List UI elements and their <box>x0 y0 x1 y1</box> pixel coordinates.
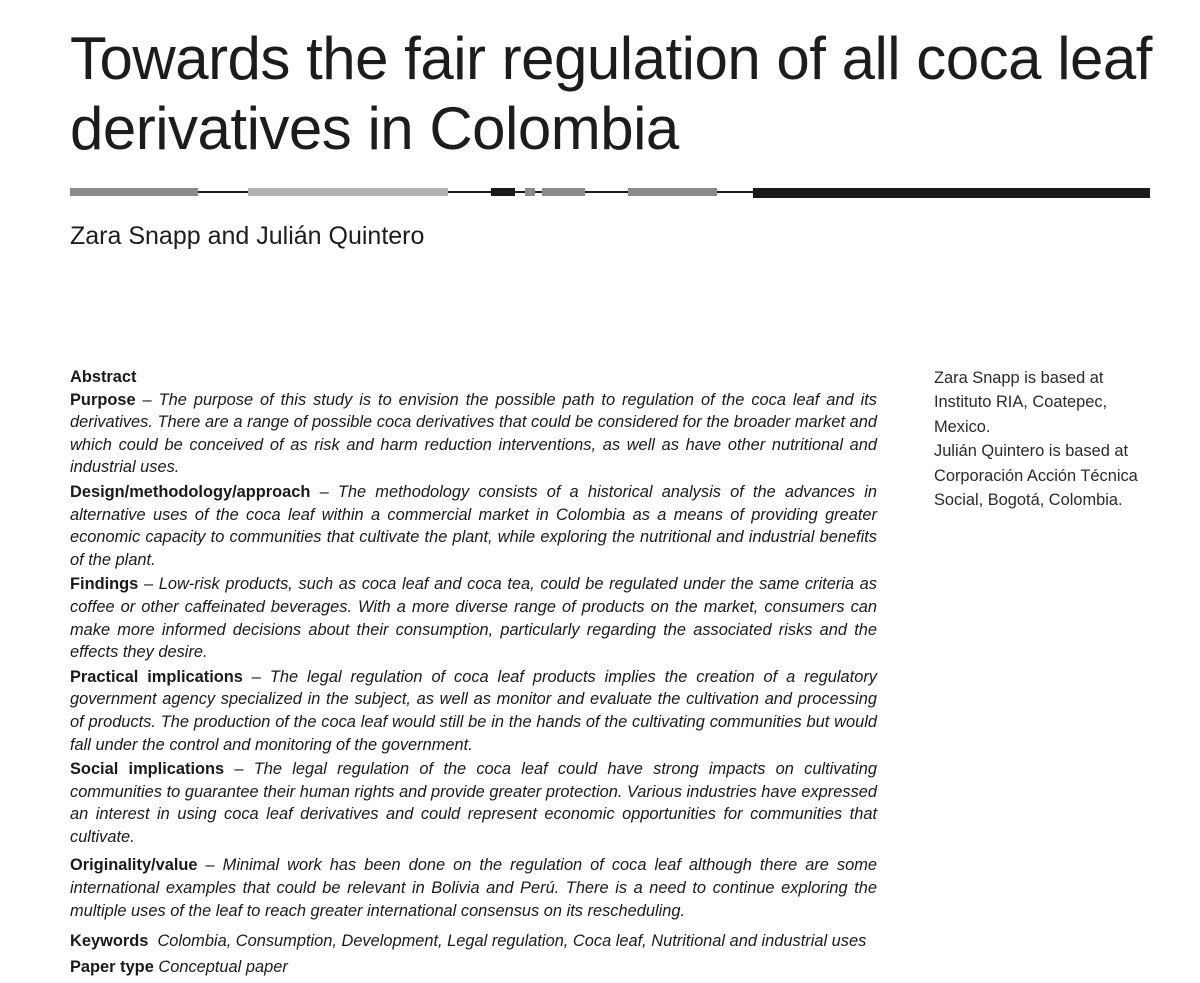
rule-segment <box>542 188 585 196</box>
abstract-section-text: The methodology consists of a historical analysis of the advances in alternative uses of the coca leaf within a commercial market in Colombia as a means of providing greater economic capacity to communities that cultivate the plant, while exploring the nutritional and industrial benefits of the plant. <box>70 482 877 569</box>
rule-segment <box>248 188 448 196</box>
abstract-findings <box>70 573 877 663</box>
paper-type-line <box>70 956 877 979</box>
abstract-section-text: The purpose of this study is to envision the possible path to regulation of the coca leaf and its derivatives. There are a range of possible coca derivatives that could be considered for the broader market and which could be conceived of as risk and harm reduction interventions, as well as have other nutritional and industrial uses. <box>70 390 877 477</box>
keywords-text: Colombia, Consumption, Development, Legal regulation, Coca leaf, Nutritional and industrial uses <box>157 932 867 951</box>
abstract-dash: – <box>197 856 223 875</box>
paper-type-label: Paper type <box>70 957 154 976</box>
abstract-section-text: The legal regulation of the coca leaf could have strong impacts on cultivating communities to guarantee their human rights and provide greater protection. Various industries have expressed an interest in using coca leaf derivatives and could represent economic opportunities for communities that cultivate. <box>70 760 878 846</box>
abstract-dash: – <box>135 390 159 409</box>
abstract-purpose <box>70 389 877 479</box>
paper-type-text: Conceptual paper <box>158 957 288 976</box>
article-title: Towards the fair regulation of all coca leaf derivatives in Colombia <box>70 25 1152 162</box>
abstract-section-label: Design/methodology/approach <box>70 482 311 501</box>
rule-segment <box>628 188 717 196</box>
abstract-section-label: Practical implications <box>70 667 243 686</box>
rule-segment <box>753 188 1150 198</box>
abstract-dash: – <box>310 482 338 501</box>
abstract-heading: Abstract <box>70 368 137 386</box>
abstract-originality <box>70 854 877 922</box>
abstract-section-label: Findings <box>70 575 139 594</box>
abstract-section-label: Originality/value <box>70 856 198 875</box>
article-authors: Zara Snapp and Julián Quintero <box>70 222 425 250</box>
affiliation-snapp: Zara Snapp is based at Instituto RIA, Coatepec, Mexico. <box>934 369 1108 436</box>
abstract-section-label: Social implications <box>70 760 225 779</box>
author-affiliations <box>934 366 1164 512</box>
keywords-line <box>70 930 877 953</box>
abstract-practical <box>70 666 877 756</box>
affiliation-quintero: Julián Quintero is based at Corporación Acción Técnica Social, Bogotá, Colombia. <box>934 442 1138 510</box>
abstract-section-text: The legal regulation of coca leaf products implies the creation of a regulatory government agency specialized in the subject, as well as monitor and evaluate the cultivation and processing of products. The production of the coca leaf would still be in the hands of the cultivating communities but would fall under the control and monitoring of the government. <box>70 667 877 754</box>
rule-segment <box>70 188 198 196</box>
abstract-dash: – <box>138 575 159 594</box>
abstract-section-label: Purpose <box>70 390 136 409</box>
rule-segment <box>491 188 515 196</box>
abstract-dash: – <box>224 760 254 779</box>
keywords-label: Keywords <box>70 932 149 951</box>
abstract-dash: – <box>242 667 270 686</box>
abstract-section-text: Minimal work has been done on the regulation of coca leaf although there are some international examples that could be relevant in Bolivia and Perú. There is a need to continue exploring the multiple uses of the leaf to reach greater international consensus on its rescheduling. <box>70 856 877 920</box>
rule-segment <box>525 188 535 196</box>
abstract-block <box>70 366 877 978</box>
abstract-section-text: Low-risk products, such as coca leaf and coca tea, could be regulated under the same criteria as coffee or other caffeinated beverages. With a more diverse range of products on the market, consumers can make more informed decisions about their consumption, particularly regarding the associated risks and the effects they desire. <box>70 575 877 662</box>
abstract-design <box>70 481 877 571</box>
abstract-social <box>70 758 877 848</box>
title-divider-rule <box>70 185 1150 199</box>
